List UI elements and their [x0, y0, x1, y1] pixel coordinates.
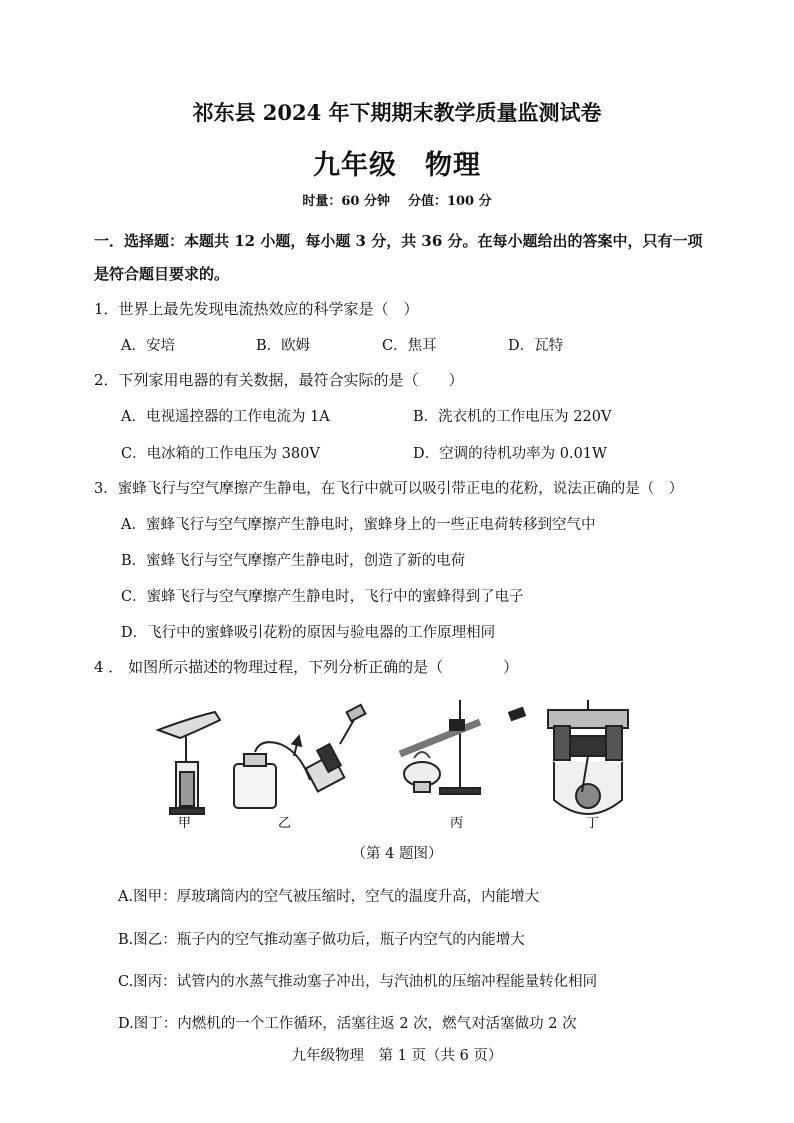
q1-option-c: C．焦耳: [382, 338, 437, 354]
q4-option-d: D.图丁：内燃机的一个工作循环，活塞往返 2 次，燃气对活塞做功 2 次: [118, 1016, 577, 1032]
q2-stem: 2．下列家用电器的有关数据，最符合实际的是（ ）: [94, 371, 464, 389]
q1-option-d: D．瓦特: [508, 338, 564, 354]
q4-option-b: B.图乙：瓶子内的空气推动塞子做功后，瓶子内空气的内能增大: [118, 932, 525, 948]
q3-option-a: A．蜜蜂飞行与空气摩擦产生静电时，蜜蜂身上的一些正电荷转移到空气中: [121, 517, 596, 533]
figure-label-yi: 乙: [278, 816, 292, 830]
section1-instructions-line2: 是符合题目要求的。: [94, 265, 230, 283]
figure-label-bing: 丙: [450, 816, 464, 830]
section1-instructions-line1: 一．选择题：本题共 12 小题，每小题 3 分，共 36 分。在每小题给出的答案中，只有一项: [94, 232, 703, 250]
figure-label-jia: 甲: [178, 816, 192, 830]
q4-figure-caption: （第 4 题图）: [351, 846, 443, 862]
q1-option-a: A．安培: [121, 338, 175, 354]
q2-option-a: A．电视遥控器的工作电流为 1A: [121, 409, 330, 425]
figure-yi-bottle-icon: [234, 705, 365, 808]
q3-option-c: C．蜜蜂飞行与空气摩擦产生静电时，飞行中的蜜蜂得到了电子: [121, 589, 524, 605]
q4-option-a: A.图甲：厚玻璃筒内的空气被压缩时，空气的温度升高，内能增大: [118, 889, 540, 905]
q4-stem: 4 ． 如图所示描述的物理过程，下列分析正确的是（ ）: [94, 658, 519, 676]
q3-stem: 3．蜜蜂飞行与空气摩擦产生静电，在飞行中就可以吸引带正电的花粉，说法正确的是（ ）: [94, 481, 684, 497]
page-footer: 九年级物理 第 1 页（共 6 页）: [291, 1048, 503, 1064]
figure-label-ding: 丁: [586, 816, 600, 830]
exam-title: 祁东县 2024 年下期期末教学质量监测试卷: [192, 100, 602, 125]
q4-option-c: C.图丙：试管内的水蒸气推动塞子冲出，与汽油机的压缩冲程能量转化相同: [118, 974, 598, 990]
q3-option-b: B．蜜蜂飞行与空气摩擦产生静电时，创造了新的电荷: [121, 553, 466, 569]
q4-figure: [150, 700, 650, 830]
q4-figure-svg: [150, 700, 650, 830]
exam-meta: [0, 190, 794, 209]
q1-stem: 1．世界上最先发现电流热效应的科学家是（ ）: [94, 300, 419, 318]
total-score: 分值：100 分: [407, 194, 492, 209]
exam-subject: 九年级 物理: [313, 150, 481, 181]
figure-ding-engine-icon: [548, 700, 628, 814]
q2-option-d: D．空调的待机功率为 0.01W: [413, 446, 607, 462]
q2-option-b: B．洗衣机的工作电压为 220V: [413, 409, 612, 425]
figure-bing-testtube-icon: [400, 700, 525, 794]
q3-option-d: D．飞行中的蜜蜂吸引花粉的原因与验电器的工作原理相同: [121, 625, 496, 641]
time-limit: 时量：60 分钟: [302, 194, 390, 209]
q1-option-b: B．欧姆: [256, 338, 311, 354]
figure-jia-cylinder-icon: [158, 712, 220, 814]
q2-option-c: C．电冰箱的工作电压为 380V: [121, 446, 320, 462]
